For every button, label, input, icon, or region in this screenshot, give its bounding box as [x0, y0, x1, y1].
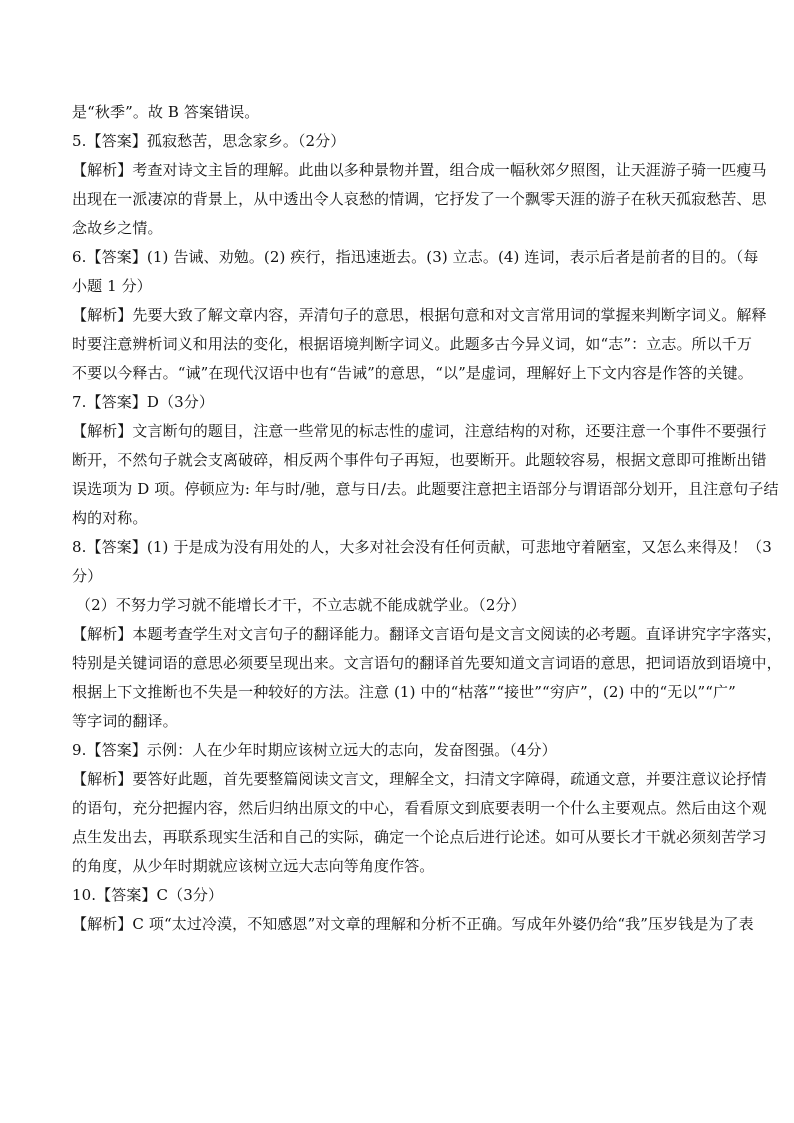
analysis-7: 【解析】文言断句的题目，注意一些常见的标志性的虚词，注意结构的对称，还要注意一个事件不要强行	[72, 422, 767, 440]
text-line: 特别是关键词语的意思必须要呈现出来。文言语句的翻译首先要知道文言词语的意思，把词语放到语境中，	[72, 654, 782, 672]
analysis-6: 【解析】先要大致了解文章内容，弄清句子的意思，根据句意和对文言常用词的掌握来判断字词义。解释	[72, 306, 767, 324]
answer-6: 6.【答案】(1) 告诫、劝勉。(2) 疾行，指迅速逝去。(3) 立志。(4) 连词，表示后者是前者的目的。（每	[72, 248, 759, 266]
answer-8-part-2: （2）不努力学习就不能增长才干，不立志就不能成就学业。（2分）	[76, 596, 526, 614]
answer-10: 10.【答案】C（3分）	[72, 886, 224, 904]
answer-9: 9.【答案】示例：人在少年时期应该树立远大的志向，发奋图强。（4分）	[72, 741, 557, 759]
text-line: 点生发出去，再联系现实生活和自己的实际，确定一个论点后进行论述。如可从要长才干就必须刻苦学习	[72, 828, 767, 846]
answer-8: 8.【答案】(1) 于是成为没有用处的人，大多对社会没有任何贡献，可悲地守着陋室，又怎么来得及！（3	[72, 538, 772, 556]
answer-7: 7.【答案】D（3分）	[72, 393, 214, 411]
analysis-8: 【解析】本题考查学生对文言句子的翻译能力。翻译文言语句是文言文阅读的必考题。直译讲究字字落实，	[72, 625, 782, 643]
text-line: 误选项为 D 项。停顿应为: 年与时/驰，意与日/去。此题要注意把主语部分与谓语部分划开，且注意句子结	[72, 480, 779, 498]
text-line: 小题 1 分）	[72, 277, 152, 295]
text-line: 根据上下文推断也不失是一种较好的方法。注意 (1) 中的“枯落”“接世”“穷庐”，(2) 中的“无以”“广”	[72, 683, 736, 701]
text-line: 时要注意辨析词义和用法的变化，根据语境判断字词义。此题多古今异义词，如“志”：立志。所以千万	[72, 335, 752, 353]
analysis-9: 【解析】要答好此题，首先要整篇阅读文言文，理解全文，扫清文字障碍，疏通文意，并要注意议论抒情	[72, 770, 767, 788]
answer-5: 5.【答案】孤寂愁苦，思念家乡。（2分）	[72, 132, 346, 150]
analysis-5: 【解析】考查对诗文主旨的理解。此曲以多种景物并置，组合成一幅秋郊夕照图，让天涯游子骑一匹瘦马	[72, 161, 767, 179]
text-line: 出现在一派凄凉的背景上，从中透出令人哀愁的情调，它抒发了一个飘零天涯的游子在秋天孤寂愁苦、思	[72, 190, 767, 208]
text-line: 分）	[72, 567, 103, 585]
text-line: 是“秋季”。故 B 答案错误。	[72, 103, 260, 121]
text-line: 等字词的翻译。	[72, 712, 178, 730]
text-line: 的角度，从少年时期就应该树立远大志向等角度作答。	[72, 857, 435, 875]
answer-document	[72, 98, 782, 939]
text-line: 断开，不然句子就会支离破碎，相反两个事件句子再短，也要断开。此题较容易，根据文意即可推断出错	[72, 451, 767, 469]
text-line: 不要以今释古。“诫”在现代汉语中也有“告诫”的意思，“以”是虚词，理解好上下文内容是作答的关键。	[72, 364, 753, 382]
analysis-10: 【解析】C 项“太过冷漠，不知感恩”对文章的理解和分析不正确。写成年外婆仍给“我”压岁钱是为了表	[72, 915, 754, 933]
text-line: 构的对称。	[72, 509, 148, 527]
text-line: 的语句，充分把握内容，然后归纳出原文的中心，看看原文到底要表明一个什么主要观点。然后由这个观	[72, 799, 767, 817]
text-line: 念故乡之情。	[72, 219, 163, 237]
